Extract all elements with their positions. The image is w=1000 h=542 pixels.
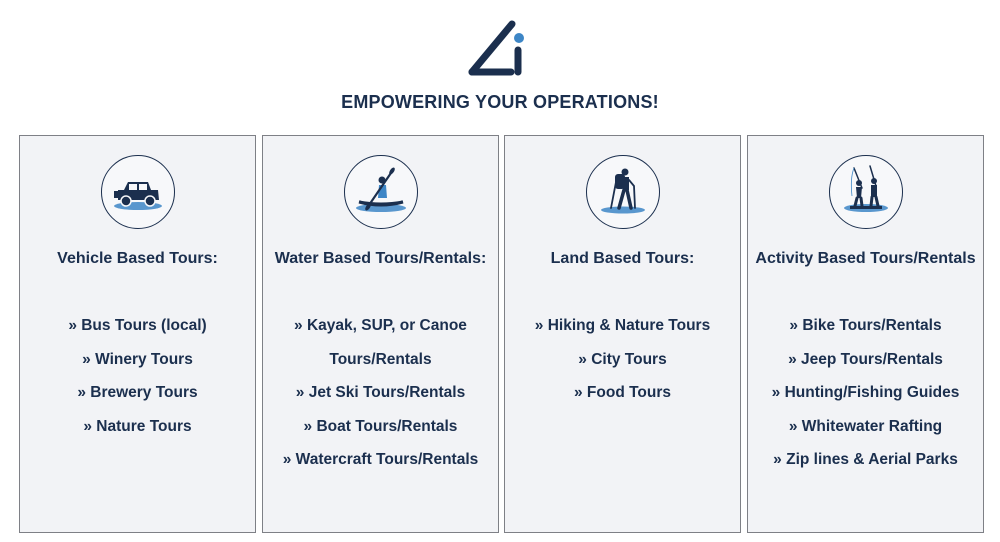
company-logo	[466, 16, 530, 78]
list-item: » Bike Tours/Rentals	[789, 317, 942, 334]
list-item: » Hiking & Nature Tours	[534, 317, 711, 334]
card-title: Land Based Tours:	[550, 250, 695, 267]
list-item: » Hunting/Fishing Guides	[771, 384, 960, 401]
card-list	[20, 309, 255, 443]
card-title: Vehicle Based Tours:	[57, 250, 218, 267]
list-item: » Zip lines & Aerial Parks	[773, 451, 958, 468]
card-title: Water Based Tours/Rentals:	[274, 250, 487, 267]
card-list	[505, 309, 740, 410]
jeep-icon	[101, 155, 175, 229]
card-activity-tours	[747, 135, 984, 533]
list-item: » Food Tours	[573, 384, 671, 401]
list-item: » Boat Tours/Rentals	[303, 417, 458, 435]
kayak-icon	[344, 155, 418, 229]
hiker-icon	[586, 155, 660, 229]
list-item: » City Tours	[578, 350, 667, 368]
card-land-tours	[504, 135, 741, 533]
list-item: » Nature Tours	[83, 417, 192, 435]
fishing-icon	[829, 155, 903, 229]
list-item: » Bus Tours (local)	[68, 317, 207, 334]
logo-mark-icon	[466, 16, 530, 78]
list-item: » Kayak, SUP, or Canoe	[294, 317, 467, 334]
list-item: » Jeep Tours/Rentals	[788, 350, 943, 368]
card-list	[263, 309, 498, 477]
list-item: » Brewery Tours	[77, 384, 198, 401]
card-list	[748, 309, 983, 477]
list-item: » Winery Tours	[82, 350, 193, 368]
list-item: Tours/Rentals	[329, 350, 432, 368]
list-item: » Jet Ski Tours/Rentals	[295, 384, 466, 401]
page-headline: EMPOWERING YOUR OPERATIONS!	[341, 92, 659, 112]
list-item: » Whitewater Rafting	[788, 417, 943, 435]
list-item: » Watercraft Tours/Rentals	[282, 451, 479, 468]
card-water-tours	[262, 135, 499, 533]
card-title: Activity Based Tours/Rentals	[755, 250, 976, 267]
card-vehicle-tours	[19, 135, 256, 533]
